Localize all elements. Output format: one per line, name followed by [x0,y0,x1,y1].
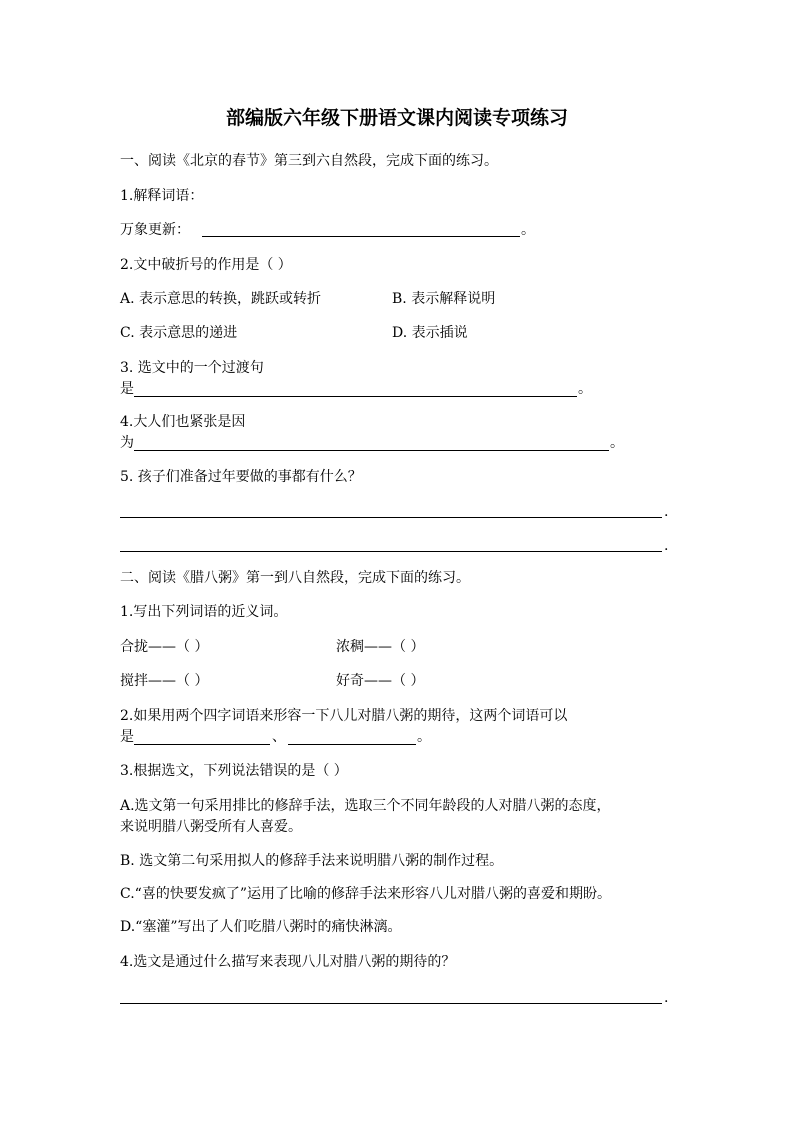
s2-q1-prompt: 1.写出下列词语的近义词。 [120,604,288,620]
s2-q3-option-d[interactable]: D.“塞灌”写出了人们吃腊八粥时的痛快淋漓。 [120,919,402,935]
s1-q3-line2: 是 [120,381,134,397]
s2-q2-line2: 是 [120,729,134,745]
s1-q2-option-a[interactable]: A. 表示意思的转换，跳跃或转折 [120,291,322,307]
s2-q3-option-c[interactable]: C.“喜的快要发疯了”运用了比喻的修辞手法来形容八儿对腊八粥的喜爱和期盼。 [120,886,611,902]
s2-q1-pair-2[interactable]: 浓稠——（ ） [336,639,425,655]
s1-q1-term: 万象更新： [120,222,190,238]
s2-q2-line1: 2.如果用两个四字词语来形容一下八儿对腊八粥的期待，这两个词语可以 [120,708,568,724]
s1-q5-prompt: 5. 孩子们准备过年要做的事都有什么？ [120,469,362,485]
s2-q1-pair-4[interactable]: 好奇——（ ） [336,673,425,689]
s2-q4-prompt: 4.选文是通过什么描写来表现八儿对腊八粥的期待的？ [120,954,456,970]
s1-q4-line1: 4.大人们也紧张是因 [120,414,246,430]
s1-q1-prompt: 1.解释词语： [120,188,204,204]
s2-q2-answer-line-2[interactable] [288,744,416,745]
section-1-heading: 一、阅读《北京的春节》第三到六自然段，完成下面的练习。 [120,153,498,169]
s1-q1-answer-line[interactable] [202,236,520,237]
s1-q2-prompt: 2.文中破折号的作用是（ ） [120,257,292,273]
section-2-heading: 二、阅读《腊八粥》第一到八自然段，完成下面的练习。 [120,570,470,586]
s1-q5-end-2: . [664,538,669,554]
s2-q3-option-b[interactable]: B. 选文第二句采用拟人的修辞手法来说明腊八粥的制作过程。 [120,853,504,869]
s2-q2-answer-line-1[interactable] [134,744,270,745]
s1-q5-end-1: . [664,504,669,520]
s2-q4-end: . [664,990,669,1006]
s2-q3-option-a-line1[interactable]: A.选文第一句采用排比的修辞手法，选取三个不同年龄段的人对腊八粥的态度， [120,798,611,814]
s2-q1-pair-3[interactable]: 搅拌——（ ） [120,673,209,689]
s1-q4-end: 。 [610,435,624,451]
s1-q4-line2: 为 [120,435,134,451]
s1-q2-option-b[interactable]: B. 表示解释说明 [392,291,496,307]
s2-q4-answer-line[interactable] [120,1003,662,1004]
s2-q3-option-a-line2[interactable]: 来说明腊八粥受所有人喜爱。 [120,819,302,835]
s2-q3-prompt: 3.根据选文，下列说法错误的是（ ） [120,763,348,779]
s2-q2-end: 。 [417,729,431,745]
page-title: 部编版六年级下册语文课内阅读专项练习 [225,107,568,129]
s1-q3-line1: 3. 选文中的一个过渡句 [120,360,264,376]
s1-q4-answer-line[interactable] [134,450,609,451]
s1-q2-option-d[interactable]: D. 表示插说 [392,325,468,341]
s2-q1-pair-1[interactable]: 合拢——（ ） [120,639,209,655]
s2-q2-separator: 、 [272,729,286,745]
s1-q5-answer-line-2[interactable] [120,551,662,552]
s1-q1-end: 。 [521,222,535,238]
s1-q3-answer-line[interactable] [134,396,577,397]
s1-q5-answer-line-1[interactable] [120,517,662,518]
s1-q3-end: 。 [578,381,592,397]
s1-q2-option-c[interactable]: C. 表示意思的递进 [120,325,238,341]
